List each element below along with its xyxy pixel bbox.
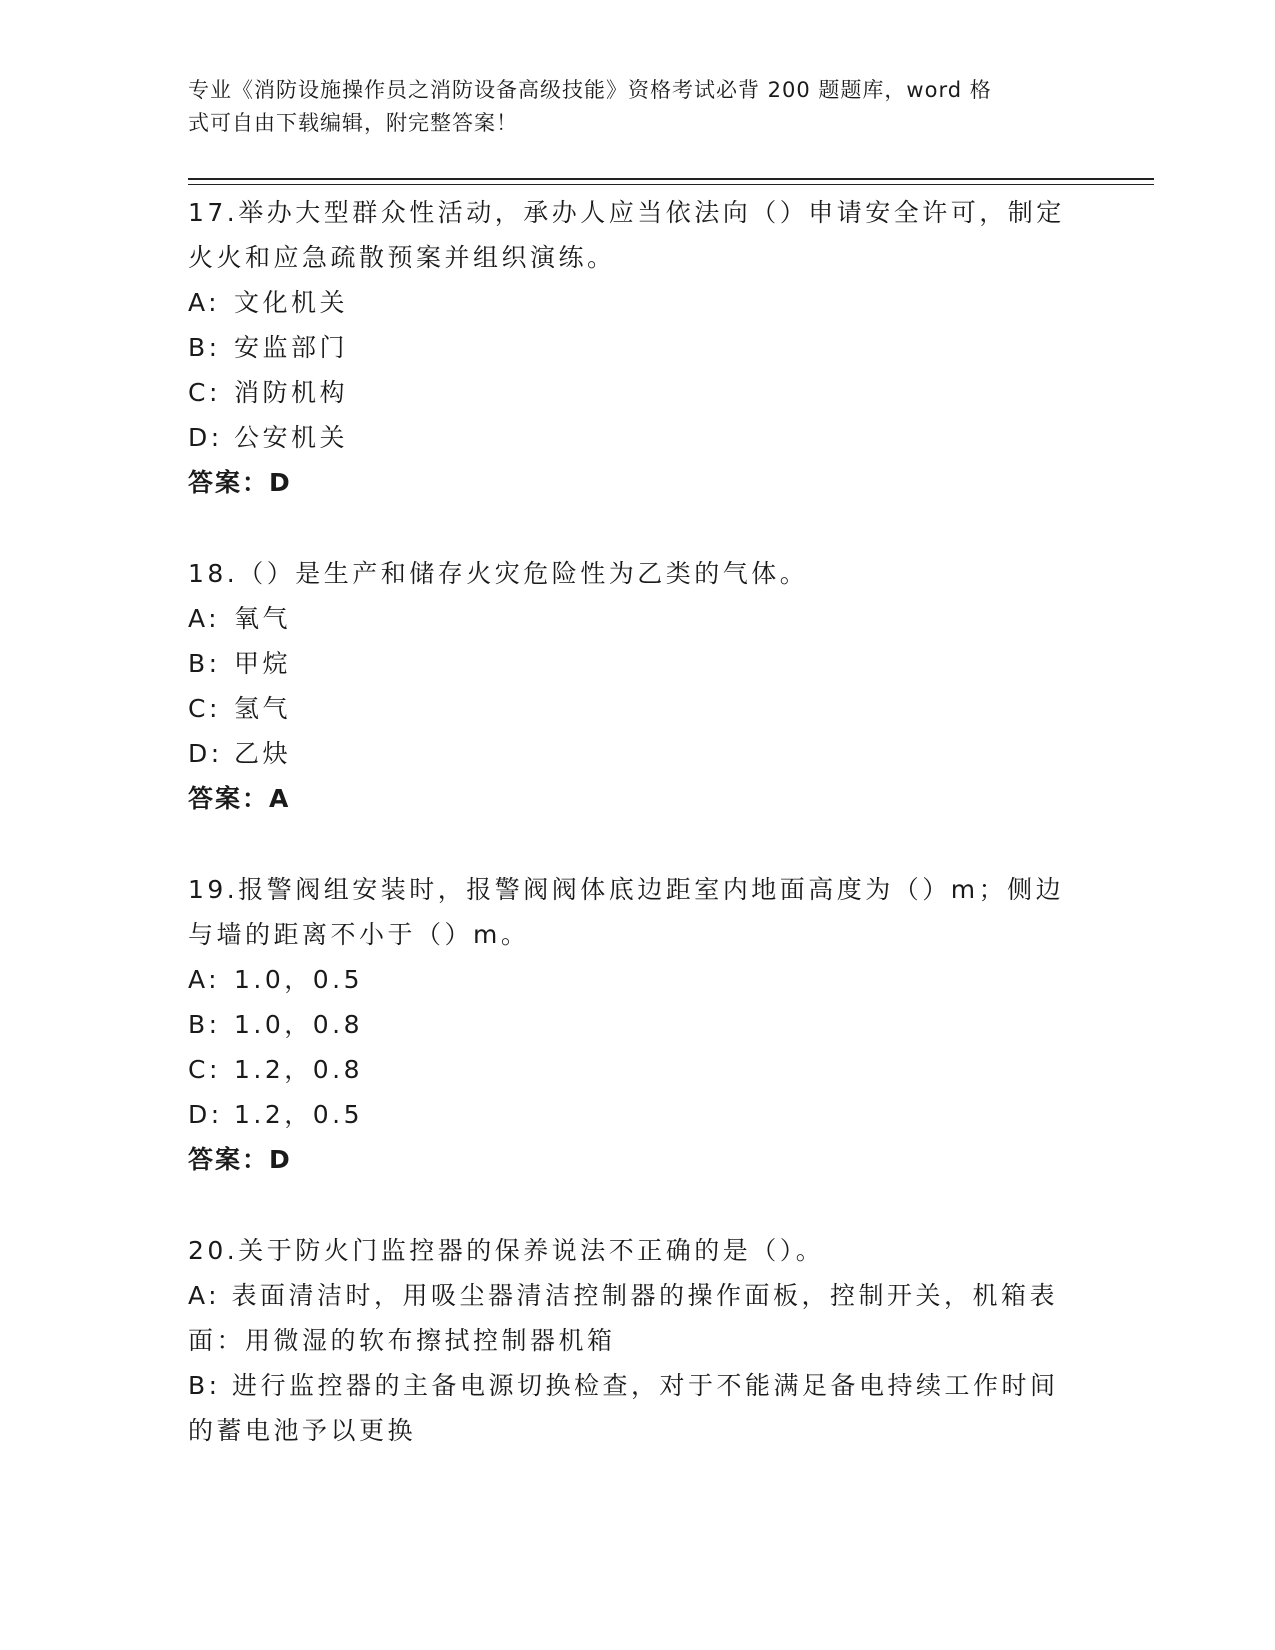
option-text: 1.2，0.8 xyxy=(234,1055,364,1084)
option-d xyxy=(188,731,1088,776)
question-stem xyxy=(188,867,1088,957)
option-text: 氧气 xyxy=(234,604,292,633)
option-letter: D: xyxy=(188,1100,223,1129)
option-b xyxy=(188,325,1088,370)
question-stem xyxy=(188,190,1088,280)
question-19 xyxy=(188,867,1088,1182)
option-text: 乙炔 xyxy=(234,739,292,768)
option-letter: D: xyxy=(188,423,223,452)
stem-line: 18.（）是生产和储存火灾危险性为乙类的气体。 xyxy=(188,559,809,588)
option-text: 甲烷 xyxy=(234,649,292,678)
option-c xyxy=(188,1047,1088,1092)
option-letter: A: xyxy=(188,965,221,994)
option-letter: A: xyxy=(188,288,221,317)
option-b xyxy=(188,641,1088,686)
option-a xyxy=(188,280,1088,325)
option-a xyxy=(188,1273,1088,1363)
option-text: 进行监控器的主备电源切换检查，对于不能满足备电持续工作时间 xyxy=(232,1371,1059,1400)
option-text: 氢气 xyxy=(234,694,292,723)
option-line: 的蓄电池予以更换 xyxy=(188,1416,417,1445)
header-divider xyxy=(188,178,1154,180)
option-text: 消防机构 xyxy=(234,378,349,407)
option-letter: C: xyxy=(188,378,221,407)
answer: 答案：D xyxy=(188,468,292,497)
option-text: 表面清洁时，用吸尘器清洁控制器的操作面板，控制开关，机箱表 xyxy=(231,1281,1059,1310)
option-c xyxy=(188,370,1088,415)
option-letter: B: xyxy=(188,1010,221,1039)
stem-line: 火火和应急疏散预案并组织演练。 xyxy=(188,243,616,272)
option-d xyxy=(188,1092,1088,1137)
option-b xyxy=(188,1002,1088,1047)
option-letter: C: xyxy=(188,694,221,723)
document-header xyxy=(188,74,1068,140)
answer: 答案：A xyxy=(188,784,291,813)
option-letter: B: xyxy=(188,649,221,678)
option-a xyxy=(188,596,1088,641)
option-letter: C: xyxy=(188,1055,221,1084)
question-stem xyxy=(188,551,1088,596)
option-text: 公安机关 xyxy=(234,423,349,452)
question-17 xyxy=(188,190,1088,505)
option-text: 1.2，0.5 xyxy=(234,1100,364,1129)
option-line xyxy=(188,1363,1088,1408)
option-c xyxy=(188,686,1088,731)
option-text: 文化机关 xyxy=(234,288,349,317)
header-divider-thin xyxy=(188,184,1154,185)
option-letter: B: xyxy=(188,1371,221,1400)
option-line: 面：用微湿的软布擦拭控制器机箱 xyxy=(188,1326,616,1355)
stem-line: 17.举办大型群众性活动，承办人应当依法向（）申请安全许可，制定 xyxy=(188,198,1065,227)
option-letter: D: xyxy=(188,739,223,768)
option-text: 安监部门 xyxy=(234,333,349,362)
stem-line: 与墙的距离不小于（）m。 xyxy=(188,920,530,949)
option-text: 1.0，0.8 xyxy=(234,1010,364,1039)
option-letter: A: xyxy=(188,1281,221,1310)
question-20 xyxy=(188,1228,1088,1453)
stem-line: 20.关于防火门监控器的保养说法不正确的是（）。 xyxy=(188,1236,825,1265)
header-line: 专业《消防设施操作员之消防设备高级技能》资格考试必背 200 题题库，word 格 xyxy=(188,78,992,102)
answer: 答案：D xyxy=(188,1145,292,1174)
header-line: 式可自由下载编辑，附完整答案！ xyxy=(188,111,518,135)
question-stem xyxy=(188,1228,1088,1273)
stem-line: 19.报警阀组安装时，报警阀阀体底边距室内地面高度为（）m；侧边 xyxy=(188,875,1065,904)
option-text: 1.0，0.5 xyxy=(234,965,364,994)
option-letter: B: xyxy=(188,333,221,362)
question-list xyxy=(188,190,1088,1499)
option-d xyxy=(188,415,1088,460)
option-a xyxy=(188,957,1088,1002)
option-line xyxy=(188,1273,1088,1318)
question-18 xyxy=(188,551,1088,821)
option-letter: A: xyxy=(188,604,221,633)
option-b xyxy=(188,1363,1088,1453)
